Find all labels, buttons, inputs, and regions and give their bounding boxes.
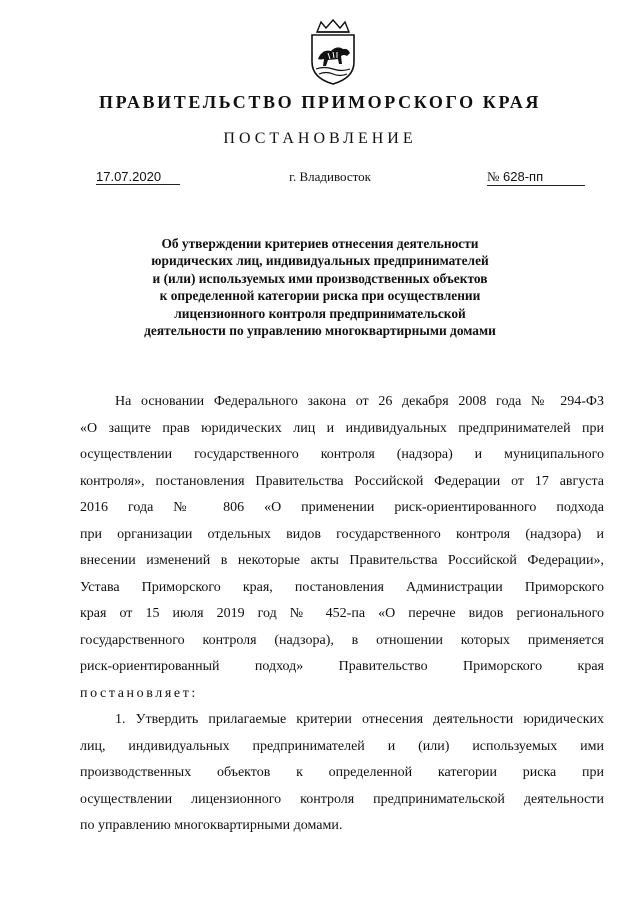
preamble-line: Устава Приморского края, постановления Администрации Приморского xyxy=(80,579,604,595)
document-body xyxy=(80,392,604,843)
subject-line: и (или) используемых ими производственных объектов xyxy=(152,270,488,286)
preamble-line: края от 15 июля 2019 год № 452-па «О перечне видов регионального xyxy=(80,606,604,621)
item-1-line: 1. Утвердить прилагаемые критерии отнесения деятельности юридических xyxy=(115,712,604,727)
subject-line: к определенной категории риска при осуществлении xyxy=(159,288,481,304)
item-1-line: производственных объектов к определенной категории риска при xyxy=(80,765,604,780)
document-meta xyxy=(0,169,640,189)
document-subject xyxy=(80,235,560,339)
preamble-line: На основании Федерального закона от 26 декабря 2008 года № 294-ФЗ xyxy=(115,394,604,409)
preamble-line: государственного контроля (надзора), в отношении которых применяется xyxy=(80,632,604,648)
preamble-line: внесении изменений в некоторые акты Правительства Российской Федерации», xyxy=(80,553,604,568)
organization-title: ПРАВИТЕЛЬСТВО ПРИМОРСКОГО КРАЯ xyxy=(99,92,541,112)
subject-line: юридических лиц, индивидуальных предпринимателей xyxy=(151,253,489,269)
preamble-line: 2016 года № 806 «О применении риск-ориентированного подхода xyxy=(80,500,604,515)
item-1-line: осуществлении лицензионного контроля предпринимательской деятельности xyxy=(80,791,604,807)
document-date: 17.07.2020 xyxy=(96,169,180,185)
preamble-line: контроля», постановления Правительства Российской Федерации от 17 августа xyxy=(80,473,604,489)
preamble-line: «О защите прав юридических лиц и индивидуальных предпринимателей при xyxy=(80,420,604,436)
document-city: г. Владивосток xyxy=(289,169,371,184)
subject-line: Об утверждении критериев отнесения деятельности xyxy=(161,236,479,251)
number-sign: № xyxy=(487,169,500,184)
preamble-line: риск-ориентированный подход» Правительство Приморского края xyxy=(80,659,604,674)
subject-line: деятельности по управлению многоквартирными домами xyxy=(144,323,496,339)
preamble-line: при организации отдельных видов государственного контроля (надзора) и xyxy=(80,526,604,542)
resolves-word: постановляет: xyxy=(80,685,198,701)
primorye-coat-of-arms-icon xyxy=(304,18,362,86)
preamble-line: осуществлении государственного контроля (надзора) и муниципального xyxy=(80,447,604,462)
document-type: ПОСТАНОВЛЕНИЕ xyxy=(223,130,417,147)
item-1-line: по управлению многоквартирными домами. xyxy=(80,818,343,833)
document-number xyxy=(487,169,585,186)
number-value: 628-пп xyxy=(503,169,544,184)
item-1-line: лиц, индивидуальных предпринимателей и (или) используемых ими xyxy=(80,738,604,754)
subject-line: лицензионного контроля предпринимательской xyxy=(174,305,466,321)
